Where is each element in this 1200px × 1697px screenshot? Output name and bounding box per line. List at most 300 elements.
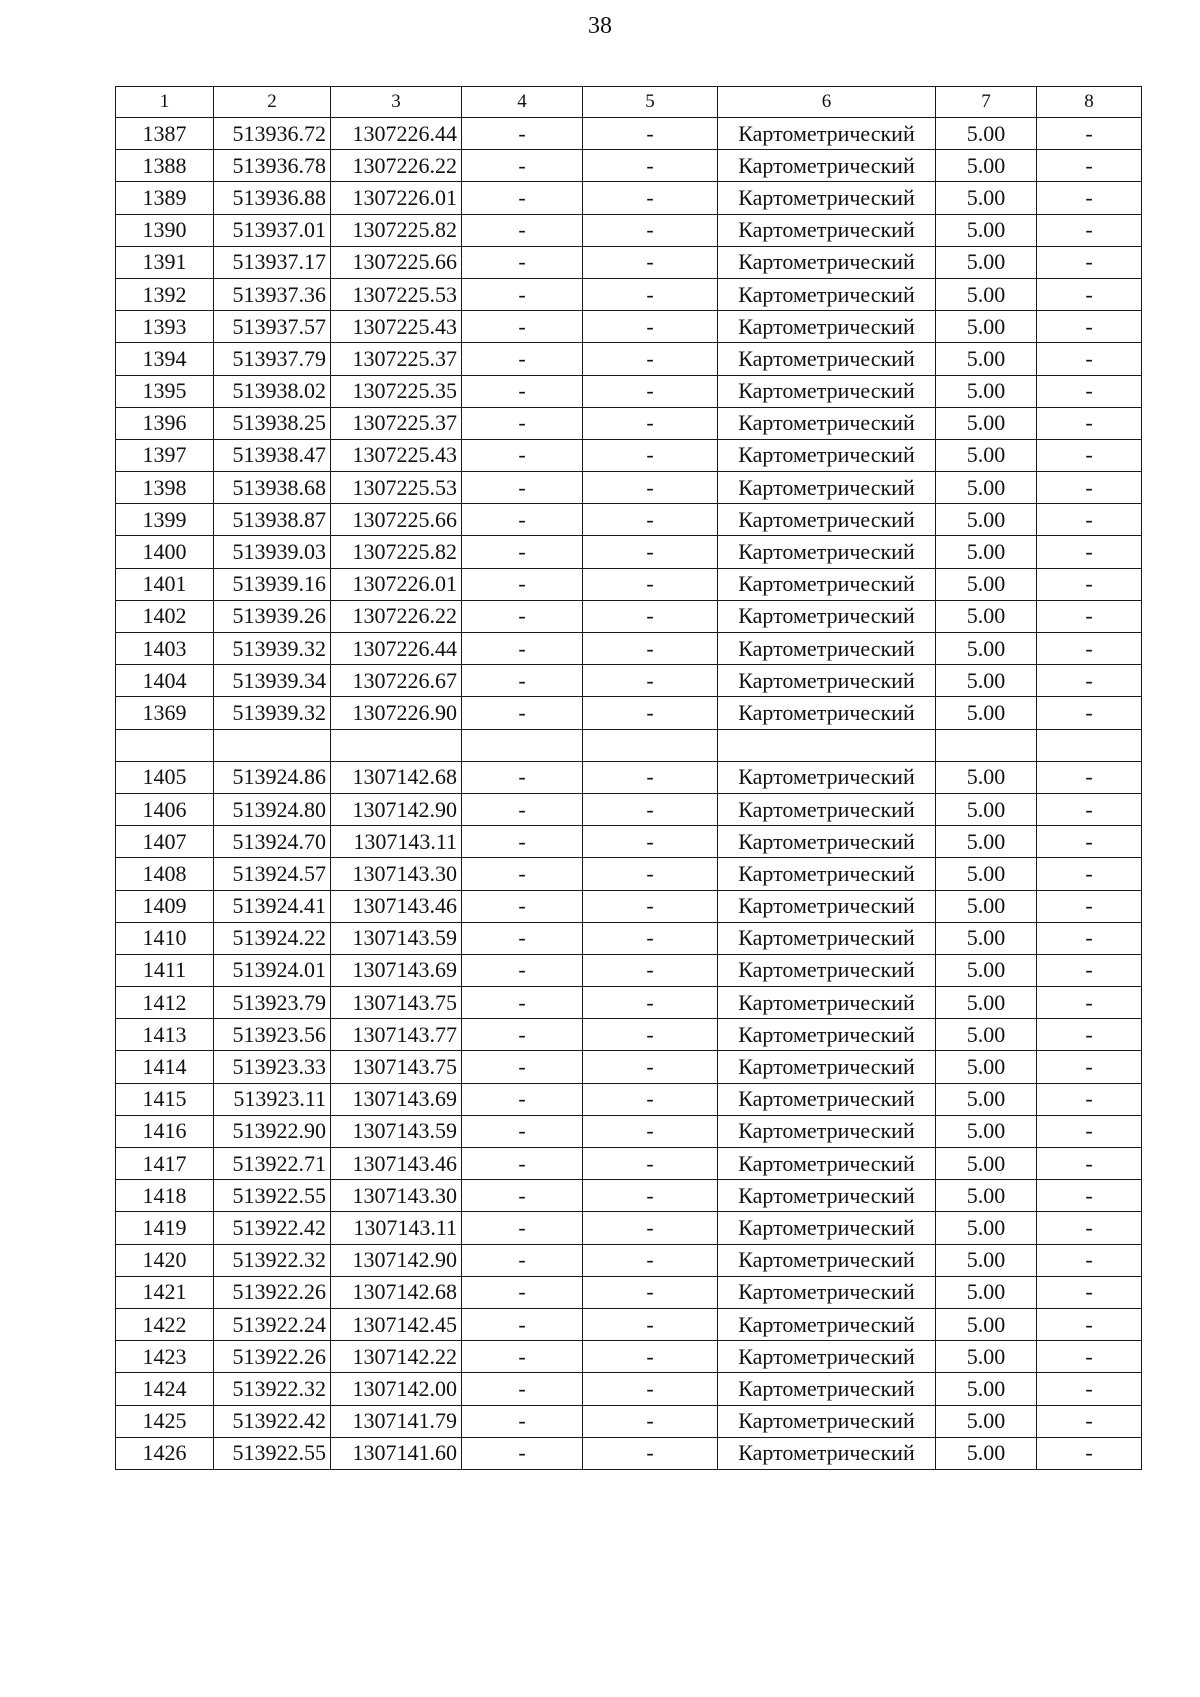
column-header: 3: [331, 87, 462, 118]
y-coordinate-cell: 1307225.82: [331, 536, 462, 568]
column-4-cell: -: [462, 1083, 583, 1115]
y-coordinate-cell: 1307143.30: [331, 858, 462, 890]
table-row: [116, 1405, 1142, 1437]
method-cell: Картометрический: [718, 1276, 936, 1308]
column-8-cell: -: [1037, 118, 1142, 150]
y-coordinate-cell: 1307225.37: [331, 343, 462, 375]
table-row: [116, 1308, 1142, 1340]
y-coordinate-cell: 1307226.22: [331, 150, 462, 182]
column-8-cell: [1037, 729, 1142, 761]
y-coordinate-cell: 1307141.79: [331, 1405, 462, 1437]
accuracy-cell: 5.00: [936, 1437, 1037, 1469]
column-8-cell: -: [1037, 1276, 1142, 1308]
column-8-cell: -: [1037, 1373, 1142, 1405]
x-coordinate-cell: 513922.42: [214, 1212, 331, 1244]
point-number-cell: 1409: [116, 890, 214, 922]
y-coordinate-cell: 1307143.11: [331, 826, 462, 858]
point-number-cell: 1393: [116, 311, 214, 343]
x-coordinate-cell: 513938.02: [214, 375, 331, 407]
accuracy-cell: 5.00: [936, 1083, 1037, 1115]
method-cell: Картометрический: [718, 697, 936, 729]
method-cell: Картометрический: [718, 1244, 936, 1276]
y-coordinate-cell: 1307143.69: [331, 954, 462, 986]
y-coordinate-cell: 1307226.67: [331, 665, 462, 697]
point-number-cell: 1388: [116, 150, 214, 182]
method-cell: Картометрический: [718, 472, 936, 504]
column-8-cell: -: [1037, 1083, 1142, 1115]
table-row: [116, 150, 1142, 182]
column-5-cell: -: [583, 343, 718, 375]
x-coordinate-cell: 513923.33: [214, 1051, 331, 1083]
column-4-cell: -: [462, 1019, 583, 1051]
column-4-cell: -: [462, 793, 583, 825]
y-coordinate-cell: 1307143.69: [331, 1083, 462, 1115]
column-5-cell: -: [583, 1083, 718, 1115]
accuracy-cell: 5.00: [936, 890, 1037, 922]
method-cell: Картометрический: [718, 375, 936, 407]
method-cell: Картометрический: [718, 793, 936, 825]
method-cell: Картометрический: [718, 1212, 936, 1244]
column-8-cell: -: [1037, 1308, 1142, 1340]
accuracy-cell: 5.00: [936, 600, 1037, 632]
x-coordinate-cell: 513939.34: [214, 665, 331, 697]
column-8-cell: -: [1037, 311, 1142, 343]
x-coordinate-cell: 513939.32: [214, 697, 331, 729]
y-coordinate-cell: 1307225.43: [331, 311, 462, 343]
column-5-cell: -: [583, 1115, 718, 1147]
x-coordinate-cell: 513939.32: [214, 633, 331, 665]
column-4-cell: -: [462, 150, 583, 182]
point-number-cell: 1423: [116, 1341, 214, 1373]
point-number-cell: 1387: [116, 118, 214, 150]
column-header: 1: [116, 87, 214, 118]
accuracy-cell: 5.00: [936, 311, 1037, 343]
method-cell: Картометрический: [718, 504, 936, 536]
column-4-cell: -: [462, 665, 583, 697]
column-5-cell: -: [583, 1148, 718, 1180]
column-8-cell: -: [1037, 1437, 1142, 1469]
column-8-cell: -: [1037, 1244, 1142, 1276]
point-number-cell: 1395: [116, 375, 214, 407]
column-5-cell: -: [583, 1437, 718, 1469]
point-number-cell: 1406: [116, 793, 214, 825]
table-row: [116, 1373, 1142, 1405]
accuracy-cell: 5.00: [936, 375, 1037, 407]
column-header: 7: [936, 87, 1037, 118]
x-coordinate-cell: 513936.72: [214, 118, 331, 150]
column-8-cell: -: [1037, 858, 1142, 890]
table-row: [116, 1019, 1142, 1051]
x-coordinate-cell: 513938.47: [214, 439, 331, 471]
table-row: [116, 1051, 1142, 1083]
y-coordinate-cell: 1307143.46: [331, 890, 462, 922]
table-row: [116, 922, 1142, 954]
column-8-cell: -: [1037, 665, 1142, 697]
column-5-cell: -: [583, 1405, 718, 1437]
column-5-cell: -: [583, 472, 718, 504]
x-coordinate-cell: 513924.80: [214, 793, 331, 825]
method-cell: Картометрический: [718, 1373, 936, 1405]
table-row: [116, 439, 1142, 471]
y-coordinate-cell: 1307143.11: [331, 1212, 462, 1244]
x-coordinate-cell: 513938.87: [214, 504, 331, 536]
point-number-cell: 1417: [116, 1148, 214, 1180]
column-4-cell: -: [462, 1212, 583, 1244]
method-cell: Картометрический: [718, 278, 936, 310]
column-5-cell: -: [583, 278, 718, 310]
column-4-cell: -: [462, 1180, 583, 1212]
column-8-cell: -: [1037, 987, 1142, 1019]
x-coordinate-cell: 513923.11: [214, 1083, 331, 1115]
column-4-cell: -: [462, 472, 583, 504]
x-coordinate-cell: [214, 729, 331, 761]
column-5-cell: -: [583, 311, 718, 343]
column-header: 6: [718, 87, 936, 118]
y-coordinate-cell: 1307225.37: [331, 407, 462, 439]
column-4-cell: -: [462, 922, 583, 954]
accuracy-cell: 5.00: [936, 922, 1037, 954]
x-coordinate-cell: 513924.70: [214, 826, 331, 858]
column-8-cell: -: [1037, 1051, 1142, 1083]
point-number-cell: 1402: [116, 600, 214, 632]
method-cell: Картометрический: [718, 407, 936, 439]
column-4-cell: -: [462, 1373, 583, 1405]
method-cell: Картометрический: [718, 1405, 936, 1437]
column-5-cell: -: [583, 1180, 718, 1212]
x-coordinate-cell: 513922.26: [214, 1276, 331, 1308]
column-header: 8: [1037, 87, 1142, 118]
table-body: [116, 87, 1142, 1470]
x-coordinate-cell: 513924.01: [214, 954, 331, 986]
x-coordinate-cell: 513936.88: [214, 182, 331, 214]
accuracy-cell: 5.00: [936, 954, 1037, 986]
accuracy-cell: 5.00: [936, 1405, 1037, 1437]
y-coordinate-cell: 1307226.90: [331, 697, 462, 729]
column-4-cell: -: [462, 633, 583, 665]
accuracy-cell: 5.00: [936, 633, 1037, 665]
table-row: [116, 729, 1142, 761]
x-coordinate-cell: 513936.78: [214, 150, 331, 182]
column-5-cell: -: [583, 858, 718, 890]
table-row: [116, 1276, 1142, 1308]
table-row: [116, 826, 1142, 858]
table-header-row: [116, 87, 1142, 118]
table-row: [116, 633, 1142, 665]
accuracy-cell: 5.00: [936, 568, 1037, 600]
column-5-cell: -: [583, 1373, 718, 1405]
method-cell: Картометрический: [718, 890, 936, 922]
column-header: 2: [214, 87, 331, 118]
column-4-cell: -: [462, 1341, 583, 1373]
column-5-cell: -: [583, 375, 718, 407]
method-cell: Картометрический: [718, 1308, 936, 1340]
column-5-cell: -: [583, 697, 718, 729]
accuracy-cell: 5.00: [936, 407, 1037, 439]
y-coordinate-cell: 1307225.66: [331, 246, 462, 278]
column-4-cell: -: [462, 1148, 583, 1180]
column-5-cell: -: [583, 1212, 718, 1244]
column-4-cell: -: [462, 1051, 583, 1083]
table-row: [116, 214, 1142, 246]
method-cell: Картометрический: [718, 246, 936, 278]
column-8-cell: -: [1037, 1341, 1142, 1373]
column-5-cell: -: [583, 439, 718, 471]
column-header: 4: [462, 87, 583, 118]
column-4-cell: -: [462, 1244, 583, 1276]
column-5-cell: -: [583, 214, 718, 246]
column-8-cell: -: [1037, 600, 1142, 632]
table-row: [116, 1180, 1142, 1212]
column-5-cell: -: [583, 922, 718, 954]
table-row: [116, 761, 1142, 793]
point-number-cell: 1416: [116, 1115, 214, 1147]
point-number-cell: 1405: [116, 761, 214, 793]
table-row: [116, 1083, 1142, 1115]
column-4-cell: -: [462, 890, 583, 922]
method-cell: Картометрический: [718, 826, 936, 858]
y-coordinate-cell: 1307143.75: [331, 987, 462, 1019]
accuracy-cell: 5.00: [936, 214, 1037, 246]
accuracy-cell: 5.00: [936, 118, 1037, 150]
column-4-cell: -: [462, 568, 583, 600]
coordinates-table: [115, 86, 1142, 1470]
x-coordinate-cell: 513922.24: [214, 1308, 331, 1340]
table-row: [116, 858, 1142, 890]
method-cell: Картометрический: [718, 1019, 936, 1051]
column-5-cell: -: [583, 568, 718, 600]
point-number-cell: 1411: [116, 954, 214, 986]
column-5-cell: -: [583, 665, 718, 697]
y-coordinate-cell: 1307225.53: [331, 278, 462, 310]
accuracy-cell: 5.00: [936, 858, 1037, 890]
point-number-cell: 1396: [116, 407, 214, 439]
y-coordinate-cell: 1307142.00: [331, 1373, 462, 1405]
accuracy-cell: 5.00: [936, 150, 1037, 182]
point-number-cell: 1403: [116, 633, 214, 665]
table-row: [116, 1212, 1142, 1244]
accuracy-cell: 5.00: [936, 826, 1037, 858]
x-coordinate-cell: 513922.90: [214, 1115, 331, 1147]
column-5-cell: [583, 729, 718, 761]
column-4-cell: -: [462, 182, 583, 214]
point-number-cell: 1404: [116, 665, 214, 697]
table-row: [116, 1341, 1142, 1373]
column-5-cell: -: [583, 954, 718, 986]
column-5-cell: -: [583, 182, 718, 214]
y-coordinate-cell: 1307142.90: [331, 793, 462, 825]
table-row: [116, 504, 1142, 536]
accuracy-cell: [936, 729, 1037, 761]
accuracy-cell: 5.00: [936, 793, 1037, 825]
column-8-cell: -: [1037, 697, 1142, 729]
point-number-cell: 1415: [116, 1083, 214, 1115]
point-number-cell: 1425: [116, 1405, 214, 1437]
x-coordinate-cell: 513938.25: [214, 407, 331, 439]
column-8-cell: -: [1037, 439, 1142, 471]
method-cell: Картометрический: [718, 182, 936, 214]
method-cell: Картометрический: [718, 214, 936, 246]
point-number-cell: 1421: [116, 1276, 214, 1308]
method-cell: Картометрический: [718, 987, 936, 1019]
column-5-cell: -: [583, 793, 718, 825]
y-coordinate-cell: 1307143.77: [331, 1019, 462, 1051]
table-row: [116, 954, 1142, 986]
point-number-cell: 1412: [116, 987, 214, 1019]
x-coordinate-cell: 513922.32: [214, 1244, 331, 1276]
point-number-cell: 1419: [116, 1212, 214, 1244]
point-number-cell: 1392: [116, 278, 214, 310]
point-number-cell: 1407: [116, 826, 214, 858]
y-coordinate-cell: 1307143.75: [331, 1051, 462, 1083]
table-row: [116, 697, 1142, 729]
y-coordinate-cell: 1307225.66: [331, 504, 462, 536]
method-cell: Картометрический: [718, 1083, 936, 1115]
column-5-cell: -: [583, 536, 718, 568]
accuracy-cell: 5.00: [936, 182, 1037, 214]
y-coordinate-cell: 1307225.43: [331, 439, 462, 471]
accuracy-cell: 5.00: [936, 1276, 1037, 1308]
column-4-cell: -: [462, 761, 583, 793]
table-row: [116, 375, 1142, 407]
column-4-cell: -: [462, 439, 583, 471]
y-coordinate-cell: 1307225.35: [331, 375, 462, 407]
accuracy-cell: 5.00: [936, 1308, 1037, 1340]
method-cell: Картометрический: [718, 118, 936, 150]
column-5-cell: -: [583, 987, 718, 1019]
column-4-cell: -: [462, 826, 583, 858]
point-number-cell: 1408: [116, 858, 214, 890]
column-8-cell: -: [1037, 472, 1142, 504]
table-row: [116, 343, 1142, 375]
y-coordinate-cell: 1307142.22: [331, 1341, 462, 1373]
x-coordinate-cell: 513937.36: [214, 278, 331, 310]
column-5-cell: -: [583, 504, 718, 536]
accuracy-cell: 5.00: [936, 1115, 1037, 1147]
method-cell: Картометрический: [718, 1051, 936, 1083]
column-8-cell: -: [1037, 1019, 1142, 1051]
column-4-cell: -: [462, 278, 583, 310]
column-5-cell: -: [583, 1244, 718, 1276]
column-8-cell: -: [1037, 922, 1142, 954]
column-4-cell: -: [462, 311, 583, 343]
column-5-cell: -: [583, 1019, 718, 1051]
table-row: [116, 472, 1142, 504]
method-cell: Картометрический: [718, 761, 936, 793]
accuracy-cell: 5.00: [936, 439, 1037, 471]
table-row: [116, 890, 1142, 922]
point-number-cell: 1400: [116, 536, 214, 568]
method-cell: Картометрический: [718, 536, 936, 568]
column-5-cell: -: [583, 633, 718, 665]
column-8-cell: -: [1037, 182, 1142, 214]
column-5-cell: -: [583, 1341, 718, 1373]
column-8-cell: -: [1037, 890, 1142, 922]
column-4-cell: -: [462, 954, 583, 986]
method-cell: Картометрический: [718, 150, 936, 182]
method-cell: Картометрический: [718, 922, 936, 954]
x-coordinate-cell: 513937.17: [214, 246, 331, 278]
accuracy-cell: 5.00: [936, 1019, 1037, 1051]
y-coordinate-cell: 1307142.68: [331, 1276, 462, 1308]
x-coordinate-cell: 513937.79: [214, 343, 331, 375]
column-8-cell: -: [1037, 1405, 1142, 1437]
y-coordinate-cell: 1307226.22: [331, 600, 462, 632]
method-cell: Картометрический: [718, 1148, 936, 1180]
method-cell: Картометрический: [718, 1180, 936, 1212]
column-5-cell: -: [583, 246, 718, 278]
method-cell: Картометрический: [718, 343, 936, 375]
column-8-cell: -: [1037, 1148, 1142, 1180]
accuracy-cell: 5.00: [936, 665, 1037, 697]
y-coordinate-cell: 1307142.45: [331, 1308, 462, 1340]
accuracy-cell: 5.00: [936, 1244, 1037, 1276]
table-row: [116, 536, 1142, 568]
column-4-cell: -: [462, 504, 583, 536]
accuracy-cell: 5.00: [936, 278, 1037, 310]
x-coordinate-cell: 513938.68: [214, 472, 331, 504]
column-4-cell: -: [462, 697, 583, 729]
column-4-cell: -: [462, 600, 583, 632]
table-row: [116, 568, 1142, 600]
y-coordinate-cell: 1307143.59: [331, 922, 462, 954]
y-coordinate-cell: 1307141.60: [331, 1437, 462, 1469]
accuracy-cell: 5.00: [936, 1212, 1037, 1244]
x-coordinate-cell: 513922.71: [214, 1148, 331, 1180]
point-number-cell: 1390: [116, 214, 214, 246]
column-8-cell: -: [1037, 1115, 1142, 1147]
x-coordinate-cell: 513924.86: [214, 761, 331, 793]
table-row: [116, 118, 1142, 150]
point-number-cell: 1414: [116, 1051, 214, 1083]
x-coordinate-cell: 513939.16: [214, 568, 331, 600]
point-number-cell: 1389: [116, 182, 214, 214]
column-8-cell: -: [1037, 1212, 1142, 1244]
x-coordinate-cell: 513939.03: [214, 536, 331, 568]
point-number-cell: 1426: [116, 1437, 214, 1469]
point-number-cell: 1420: [116, 1244, 214, 1276]
column-8-cell: -: [1037, 793, 1142, 825]
x-coordinate-cell: 513922.32: [214, 1373, 331, 1405]
column-5-cell: -: [583, 1308, 718, 1340]
column-4-cell: -: [462, 1115, 583, 1147]
y-coordinate-cell: 1307142.90: [331, 1244, 462, 1276]
y-coordinate-cell: 1307226.44: [331, 633, 462, 665]
point-number-cell: 1397: [116, 439, 214, 471]
method-cell: Картометрический: [718, 311, 936, 343]
x-coordinate-cell: 513922.55: [214, 1180, 331, 1212]
point-number-cell: 1422: [116, 1308, 214, 1340]
accuracy-cell: 5.00: [936, 987, 1037, 1019]
column-8-cell: -: [1037, 536, 1142, 568]
column-4-cell: -: [462, 343, 583, 375]
accuracy-cell: 5.00: [936, 1051, 1037, 1083]
column-8-cell: -: [1037, 826, 1142, 858]
column-8-cell: -: [1037, 761, 1142, 793]
column-5-cell: -: [583, 826, 718, 858]
x-coordinate-cell: 513923.56: [214, 1019, 331, 1051]
point-number-cell: 1398: [116, 472, 214, 504]
table-row: [116, 182, 1142, 214]
x-coordinate-cell: 513922.55: [214, 1437, 331, 1469]
accuracy-cell: 5.00: [936, 1180, 1037, 1212]
column-8-cell: -: [1037, 214, 1142, 246]
accuracy-cell: 5.00: [936, 536, 1037, 568]
table-row: [116, 665, 1142, 697]
y-coordinate-cell: 1307226.01: [331, 568, 462, 600]
method-cell: [718, 729, 936, 761]
table-row: [116, 793, 1142, 825]
x-coordinate-cell: 513924.41: [214, 890, 331, 922]
